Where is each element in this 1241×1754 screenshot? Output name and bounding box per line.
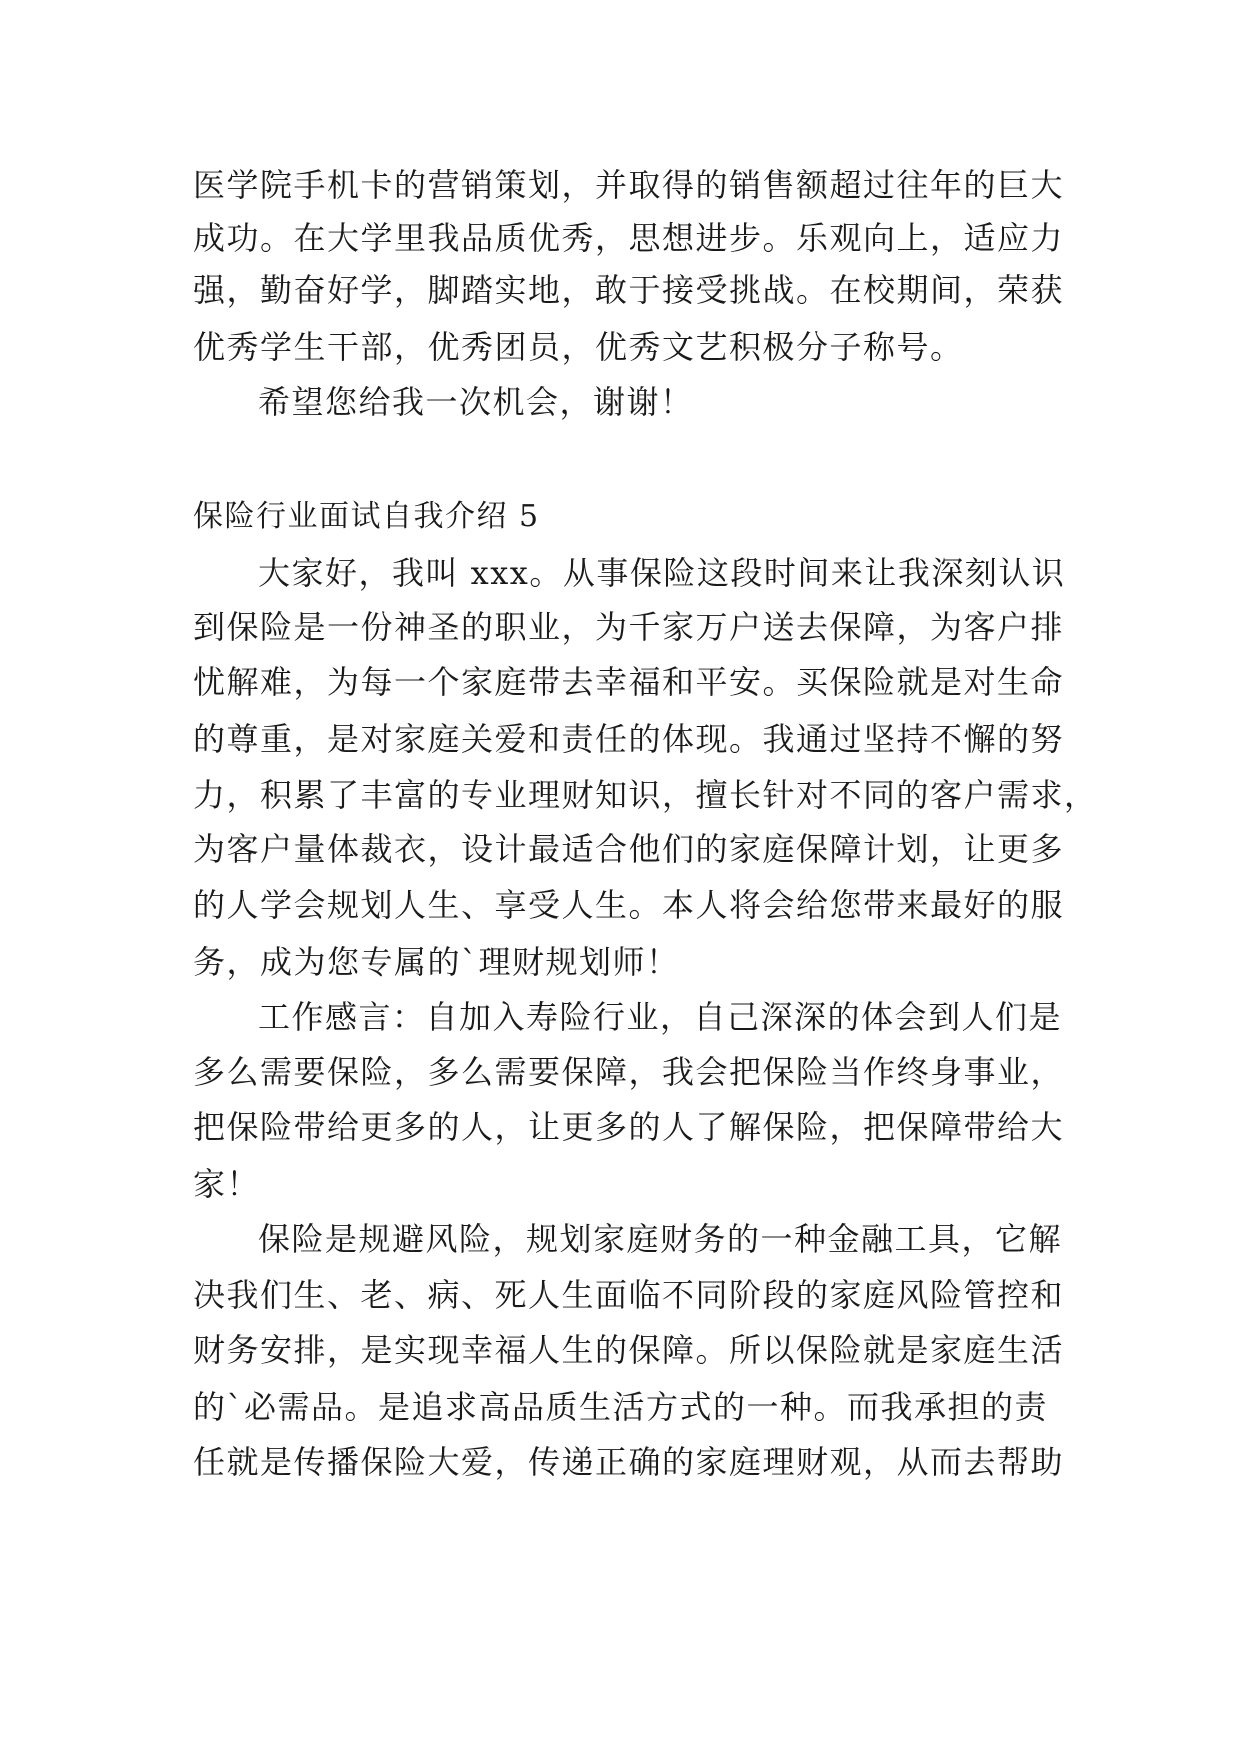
text-line: 工作感言：自加入寿险行业，自己深深的体会到人们是 bbox=[258, 998, 1063, 1036]
text-line: 决我们生、老、病、死人生面临不同阶段的家庭风险管控和 bbox=[193, 1276, 1065, 1314]
text-line: 把保险带给更多的人，让更多的人了解保险，把保障带给大 bbox=[193, 1108, 1065, 1146]
text-line: 力，积累了丰富的专业理财知识，擅长针对不同的客户需求， bbox=[193, 776, 1098, 814]
text-line: 优秀学生干部，优秀团员，优秀文艺积极分子称号。 bbox=[193, 328, 964, 366]
text-line: 忧解难，为每一个家庭带去幸福和平安。买保险就是对生命 bbox=[193, 663, 1065, 701]
text-line: 到保险是一份神圣的职业，为千家万户送去保障，为客户排 bbox=[193, 608, 1065, 646]
text-line: 为客户量体裁衣，设计最适合他们的家庭保障计划，让更多 bbox=[193, 830, 1065, 868]
text-line: 任就是传播保险大爱，传递正确的家庭理财观，从而去帮助 bbox=[193, 1443, 1065, 1481]
text-line: 的尊重，是对家庭关爱和责任的体现。我通过坚持不懈的努 bbox=[193, 720, 1065, 758]
text-line: 医学院手机卡的营销策划，并取得的销售额超过往年的巨大 bbox=[193, 166, 1065, 204]
text-line: 的`必需品。是追求高品质生活方式的一种。而我承担的责 bbox=[193, 1388, 1049, 1426]
text-line: 多么需要保险，多么需要保障，我会把保险当作终身事业， bbox=[193, 1053, 1065, 1091]
section-heading: 保险行业面试自我介绍 5 bbox=[193, 499, 540, 534]
text-line: 财务安排，是实现幸福人生的保障。所以保险就是家庭生活 bbox=[193, 1331, 1065, 1369]
text-line: 务，成为您专属的`理财规划师！ bbox=[193, 943, 680, 981]
text-line: 大家好，我叫 xxx。从事保险这段时间来让我深刻认识 bbox=[258, 554, 1066, 592]
text-line: 家！ bbox=[193, 1165, 261, 1203]
text-line: 的人学会规划人生、享受人生。本人将会给您带来最好的服 bbox=[193, 886, 1065, 924]
text-line: 强，勤奋好学，脚踏实地，敢于接受挑战。在校期间，荣获 bbox=[193, 271, 1065, 309]
text-line: 保险是规避风险，规划家庭财务的一种金融工具，它解 bbox=[258, 1220, 1063, 1258]
text-line: 成功。在大学里我品质优秀，思想进步。乐观向上，适应力 bbox=[193, 219, 1065, 257]
text-line: 希望您给我一次机会，谢谢！ bbox=[258, 383, 694, 421]
